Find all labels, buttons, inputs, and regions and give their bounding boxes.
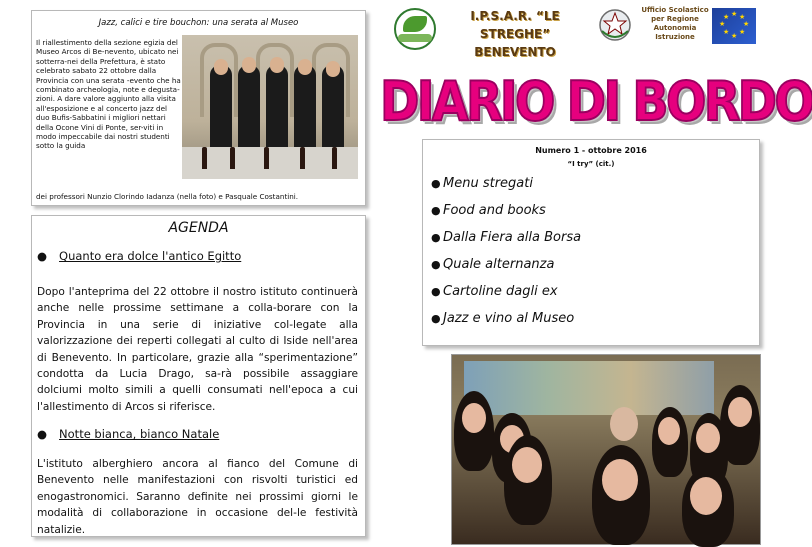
issue-number: Numero 1 - ottobre 2016 — [535, 146, 647, 155]
toc-item[interactable]: ● Quale alternanza — [431, 257, 555, 272]
museum-photo-caption: dei professori Nunzio Clorindo Iadanza (nella foto) e Pasquale Costantini. — [36, 192, 299, 201]
masthead — [380, 70, 812, 136]
museum-photo — [182, 35, 358, 179]
bullet-icon: ● — [431, 312, 441, 325]
school-name — [440, 7, 590, 61]
agenda-text-natale: L'istituto alberghiero ancora al fianco del Comune di Benevento nelle manifestazioni con risvolti turistici ed enogastronomici. Saranno definite nei prossimi giorni le modalità di collaborazione in occasione del-le festività natalizie. — [37, 458, 358, 536]
masthead-title: DIARIO DI BORDO — [380, 70, 812, 133]
bullet-icon: ● — [431, 177, 441, 190]
agenda-heading-egitto: ● Quanto era dolce l'antico Egitto — [37, 249, 242, 263]
school-logo-icon — [394, 8, 436, 50]
agenda-box — [31, 215, 366, 537]
bullet-icon: ● — [37, 427, 48, 441]
museum-article-box — [31, 10, 366, 206]
contents-box — [422, 139, 760, 346]
group-photo — [451, 354, 761, 545]
toc-item[interactable]: ● Food and books — [431, 203, 546, 218]
toc-item[interactable]: ● Menu stregati — [431, 176, 533, 191]
eu-flag-icon: ★ ★ ★ ★ ★ ★ ★ ★ — [712, 8, 756, 44]
bullet-icon: ● — [431, 285, 441, 298]
toc-item[interactable]: ● Dalla Fiera alla Borsa — [431, 230, 582, 245]
bullet-icon: ● — [431, 258, 441, 271]
issue-motto: “I try” (cit.) — [567, 160, 615, 168]
toc-item[interactable]: ● Jazz e vino al Museo — [431, 311, 575, 326]
toc-item[interactable]: ● Cartoline dagli ex — [431, 284, 558, 299]
museum-article-text: Il riallestimento della sezione egizia del Museo Arcos di Be-nevento, ubicato nei sotterra-nei della Prefettura, è stato celebrato sabato 22 ottobre dalla Provincia con una serata -evento che ha combinato archeologia, note e degusta-zioni. A dare valore aggiunto alla visita all'esposizione e al concerto jazz del duo Bufis-Sabbatini i migliori nettari della Ocone Vini di Ponte, ser-viti in modo impeccabile dai nostri studenti sotto la guida — [36, 38, 181, 151]
bullet-icon: ● — [431, 204, 441, 217]
agenda-title: AGENDA — [168, 220, 229, 236]
school-name-line2: BENEVENTO — [474, 45, 556, 59]
museum-article-title: Jazz, calici e tire bouchon: una serata al Museo — [98, 18, 299, 28]
agenda-heading-natale: ● Notte bianca, bianco Natale — [37, 427, 220, 441]
ministry-name: Ufficio Scolastico per Regione Autonomia Istruzione — [641, 6, 709, 41]
bullet-icon: ● — [37, 249, 48, 263]
italian-republic-emblem-icon — [598, 7, 632, 43]
agenda-text-egitto: Dopo l'anteprima del 22 ottobre il nostro istituto continuerà anche nelle prossime settimane a colla-borare con la Provincia in una serie di iniziative col-legate alla valorizzazione dei reperti collegati al culto di Iside nell'area di Benevento. In particolare, grazie alla “sperimentazione” condotta da Lucia Drago, sa-rà possibile assaggiare dolciumi molto simili a quelli consumati nell'epoca a cui l'allestimento di Arcos si riferisce. — [37, 286, 358, 413]
bullet-icon: ● — [431, 231, 441, 244]
school-name-line1: I.P.S.A.R. “LE STREGHE” — [470, 9, 560, 41]
